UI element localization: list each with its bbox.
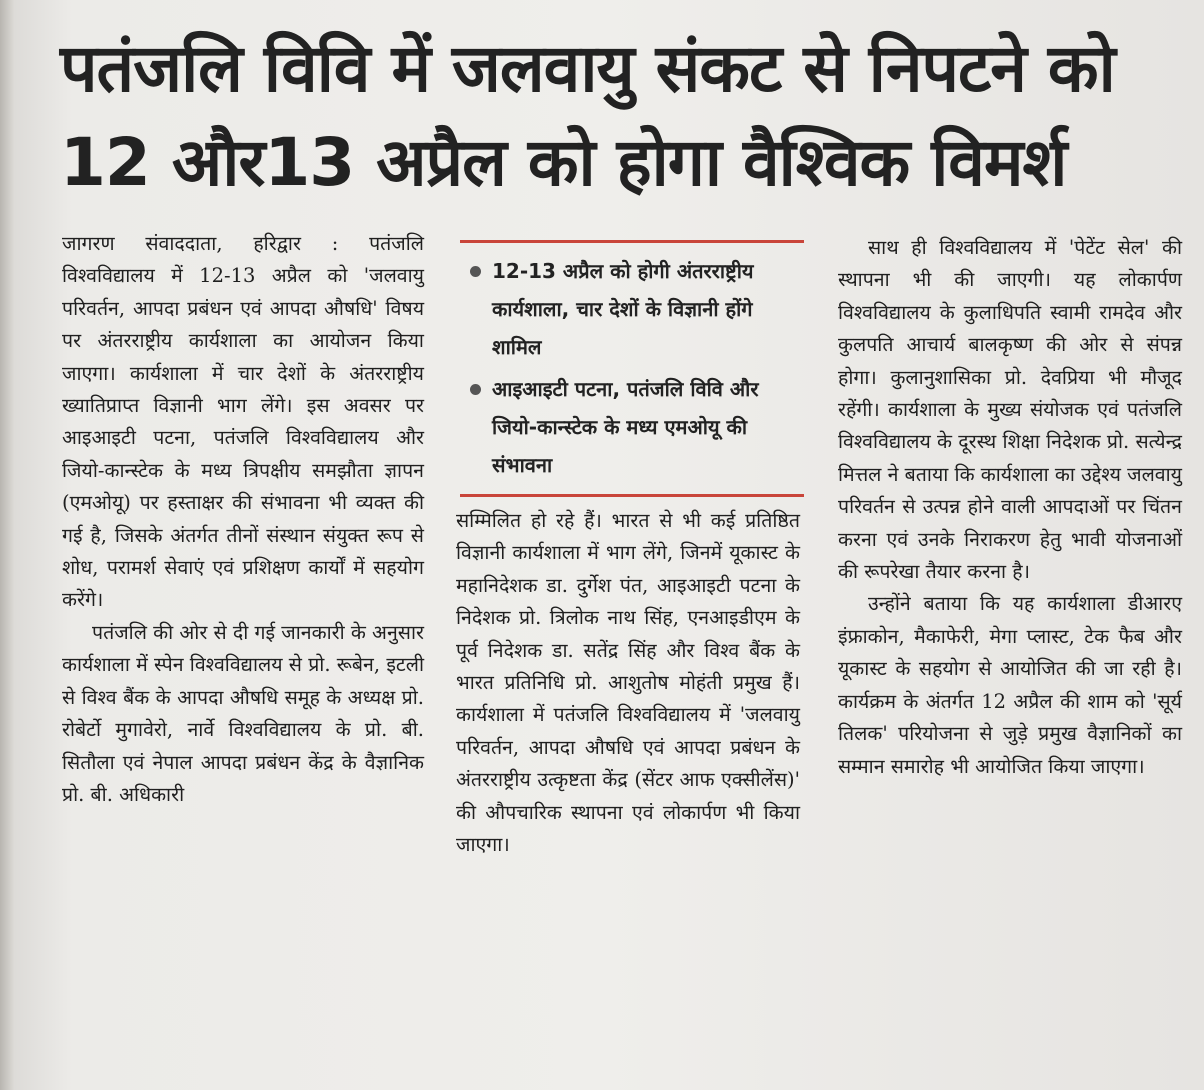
headline (60, 22, 1180, 210)
column1-paragraph-2: पतंजलि की ओर से दी गई जानकारी के अनुसार कार्यशाला में स्पेन विश्वविद्यालय से प्रो. रूबेन, इटली से विश्व बैंक के आपदा औषधि समूह के अध्यक्ष प्रो. रोबेर्टो मुगावेरो, नार्वे विश्वविद्यालय के प्रो. बी. सितौला एवं नेपाल आपदा प्रबंधन केंद्र के वैज्ञानिक प्रो. बी. अधिकारी (62, 620, 424, 806)
bullet-icon (470, 384, 481, 395)
highlight-item (470, 370, 800, 484)
column1-paragraph-1: जागरण संवाददाता, हरिद्वार : पतंजलि विश्वविद्यालय में 12-13 अप्रैल को 'जलवायु परिवर्तन, आपदा प्रबंधन एवं आपदा औषधि' विषय पर अंतरराष्ट्रीय कार्यशाला का आयोजन किया जाएगा। कार्यशाला में चार देशों के अंतरराष्ट्रीय ख्यातिप्राप्त विज्ञानी भाग लेंगे। इस अवसर पर आइआइटी पटना, पतंजलि विश्वविद्यालय और जियो-कान्स्टेक के मध्य त्रिपक्षीय समझौता ज्ञापन (एमओयू) पर हस्ताक्षर की संभावना भी व्यक्त की गई है, जिसके अंतर्गत तीनों संस्थान संयुक्त रूप से शोध, परामर्श सेवाएं एवं प्रशिक्षण कार्यों में सहयोग करेंगे। (62, 232, 424, 612)
highlight-text: आइआइटी पटना, पतंजलि विवि और जियो-कान्स्टेक के मध्य एमओयू की संभावना (492, 377, 759, 477)
article-column-2 (456, 505, 800, 861)
column3-paragraph-1: साथ ही विश्वविद्यालय में 'पेटेंट सेल' की स्थापना भी की जाएगी। यह लोकार्पण विश्वविद्यालय के कुलाधिपति स्वामी रामदेव और कुलपति आचार्य बालकृष्ण की ओर से संपन्न होगा। कुलानुशासिका प्रो. देवप्रिया भी मौजूद रहेंगी। कार्यशाला के मुख्य संयोजक एवं पतंजलि विश्वविद्यालय के दूरस्थ शिक्षा निदेशक प्रो. सत्येन्द्र मित्तल ने बताया कि कार्यशाला का उद्देश्य जलवायु परिवर्तन से उत्पन्न होने वाली आपदाओं पर चिंतन करना एवं उनके निराकरण हेतु भावी योजनाओं की रूपरेखा तैयार करना है। (838, 236, 1182, 584)
highlight-text: 12-13 अप्रैल को होगी अंतरराष्ट्रीय कार्यशाला, चार देशों के विज्ञानी होंगे शामिल (492, 259, 754, 359)
highlights-top-rule (460, 240, 804, 243)
column2-paragraph-1: सम्मिलित हो रहे हैं। भारत से भी कई प्रतिष्ठित विज्ञानी कार्यशाला में भाग लेंगे, जिनमें यूकास्ट के महानिदेशक डा. दुर्गेश पंत, आइआइटी पटना के निदेशक प्रो. त्रिलोक नाथ सिंह, एनआइडीएम के पूर्व निदेशक डा. सतेंद्र सिंह और विश्व बैंक के भारत प्रतिनिधि प्रो. आशुतोष मोहंती प्रमुख हैं। कार्यशाला में पतंजलि विश्वविद्यालय में 'जलवायु परिवर्तन, आपदा औषधि एवं आपदा प्रबंधन के अंतरराष्ट्रीय उत्कृष्टता केंद्र (सेंटर आफ एक्सीलेंस)' की औपचारिक स्थापना एवं लोकार्पण भी किया जाएगा। (456, 509, 800, 857)
column3-paragraph-2: उन्होंने बताया कि यह कार्यशाला डीआरए इंफ्राकोन, मैकाफेरी, मेगा प्लास्ट, टेक फैब और यूकास्ट के सहयोग से आयोजित की जा रही है। कार्यक्रम के अंतर्गत 12 अप्रैल की शाम को 'सूर्य तिलक' परियोजना से जुड़े प्रमुख वैज्ञानिकों का सम्मान समारोह भी आयोजित किया जाएगा। (838, 592, 1182, 778)
headline-line-2: 12 और13 अप्रैल को होगा वैश्विक विमर्श (60, 124, 1067, 201)
bullet-icon (470, 266, 481, 277)
article-column-1 (62, 228, 424, 811)
article-column-3 (838, 232, 1182, 783)
highlights-bottom-rule (460, 494, 804, 497)
highlights-box (460, 236, 804, 502)
headline-line-1: पतंजलि विवि में जलवायु संकट से निपटने को (60, 30, 1115, 107)
highlight-item (470, 252, 800, 366)
paper-edge (0, 0, 14, 1090)
